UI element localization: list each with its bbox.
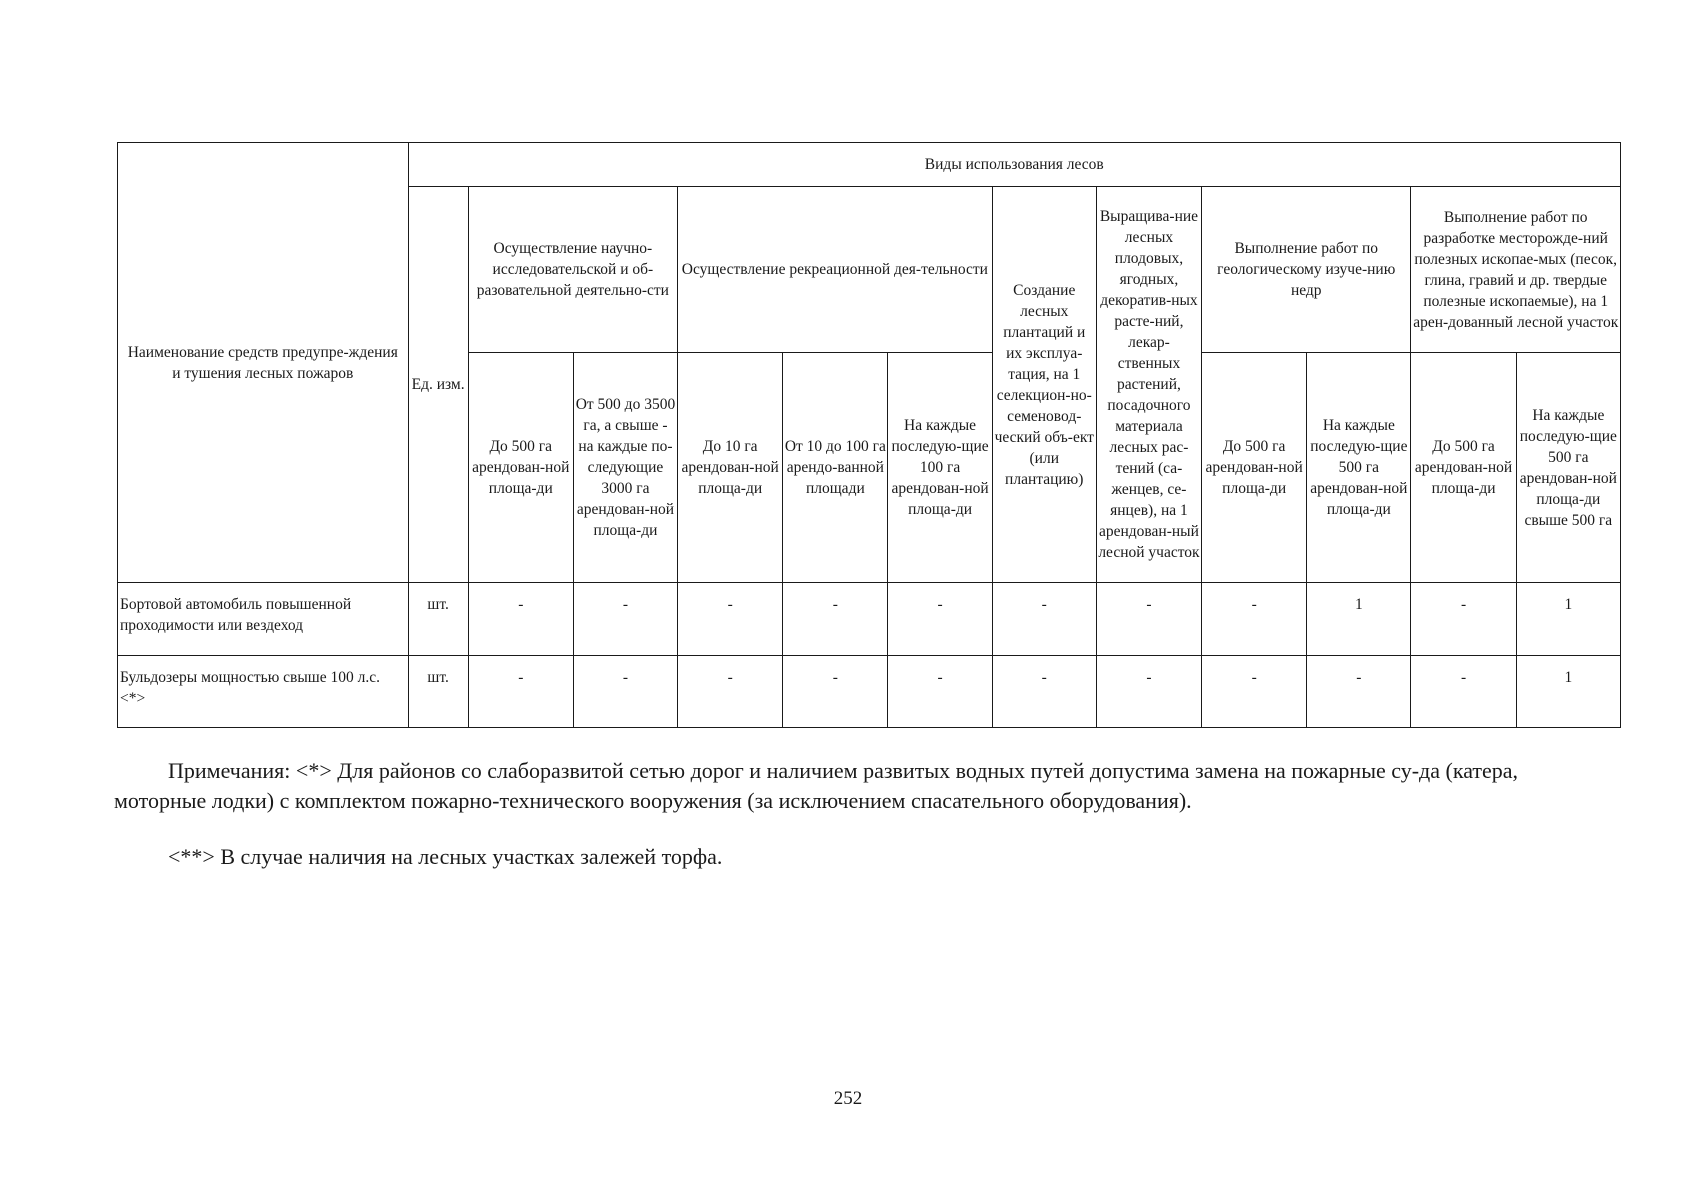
row-value: 1 <box>1516 583 1620 656</box>
row-value: - <box>1411 656 1516 728</box>
notes-section <box>114 756 1564 872</box>
row-value: - <box>1307 656 1411 728</box>
forest-fire-equipment-table <box>117 142 1621 728</box>
unit-header: Ед. изм. <box>408 187 468 583</box>
row-value: - <box>573 656 677 728</box>
row-unit: шт. <box>408 583 468 656</box>
equipment-name-header: Наименование средств предупре-ждения и тушения лесных пожаров <box>118 143 409 583</box>
row-value: - <box>1202 583 1307 656</box>
subcolumn-header: До 10 га арендован-ной площа-ди <box>678 353 783 583</box>
row-value: 1 <box>1516 656 1620 728</box>
row-equipment-name: Бульдозеры мощностью свыше 100 л.с. <*> <box>118 656 409 728</box>
table-row <box>118 583 1621 656</box>
row-value: - <box>888 583 992 656</box>
subcolumn-header: До 500 га арендован-ной площа-ди <box>1202 353 1307 583</box>
group-header-cultivation: Выращива-ние лесных плодовых, ягодных, декоратив-ных расте-ний, лекар-ственных растений, посадочного материала лесных рас-тений (са-женцев, се-янцев), на 1 арендован-ный лесной участок <box>1096 187 1201 583</box>
row-value: - <box>468 656 573 728</box>
row-value: 1 <box>1307 583 1411 656</box>
group-header-research: Осуществление научно-исследовательской и об-разовательной деятельно-сти <box>468 187 677 353</box>
table-row <box>118 656 1621 728</box>
note-footnote-single-star: Примечания: <*> Для районов со слаборазвитой сетью дорог и наличием развитых водных путей допустима замена на пожарные су-да (катера, моторные лодки) с комплектом пожарно-технического вооружения (за исключением спасательного оборудования). <box>114 758 1519 813</box>
row-value: - <box>573 583 677 656</box>
row-value: - <box>678 656 783 728</box>
row-value: - <box>1202 656 1307 728</box>
page-number: 252 <box>833 1088 863 1109</box>
row-value: - <box>992 656 1096 728</box>
subcolumn-header: От 500 до 3500 га, а свыше - на каждые по-следующие 3000 га арендован-ной площа-ди <box>573 353 677 583</box>
row-value: - <box>1411 583 1516 656</box>
note-footnote-double-star: <**> В случае наличия на лесных участках залежей торфа. <box>168 844 723 869</box>
group-header-plantations: Создание лесных плантаций и их эксплуа-тация, на 1 селекцион-но-семеновод-ческий объ-ект (или плантацию) <box>992 187 1096 583</box>
row-value: - <box>678 583 783 656</box>
subcolumn-header: На каждые последую-щие 500 га арендован-ной площа-ди свыше 500 га <box>1516 353 1620 583</box>
row-value: - <box>468 583 573 656</box>
group-header-geology: Выполнение работ по геологическому изуче-нию недр <box>1202 187 1411 353</box>
group-header-recreation: Осуществление рекреационной дея-тельности <box>678 187 993 353</box>
row-equipment-name: Бортовой автомобиль повышенной проходимости или вездеход <box>118 583 409 656</box>
subcolumn-header: На каждые последую-щие 100 га арендован-ной площа-ди <box>888 353 992 583</box>
subcolumn-header: До 500 га арендован-ной площа-ди <box>1411 353 1516 583</box>
subcolumn-header: До 500 га арендован-ной площа-ди <box>468 353 573 583</box>
row-value: - <box>992 583 1096 656</box>
row-value: - <box>1096 583 1201 656</box>
group-header-mining: Выполнение работ по разработке месторожде-ний полезных ископае-мых (песок, глина, гравий и др. твердые полезные ископаемые), на 1 арен-дованный лесной участок <box>1411 187 1621 353</box>
row-unit: шт. <box>408 656 468 728</box>
row-value: - <box>783 656 888 728</box>
row-value: - <box>783 583 888 656</box>
subcolumn-header: На каждые последую-щие 500 га арендован-ной площа-ди <box>1307 353 1411 583</box>
row-value: - <box>888 656 992 728</box>
row-value: - <box>1096 656 1201 728</box>
subcolumn-header: От 10 до 100 га арендо-ванной площади <box>783 353 888 583</box>
forest-use-types-header: Виды использования лесов <box>408 143 1620 187</box>
